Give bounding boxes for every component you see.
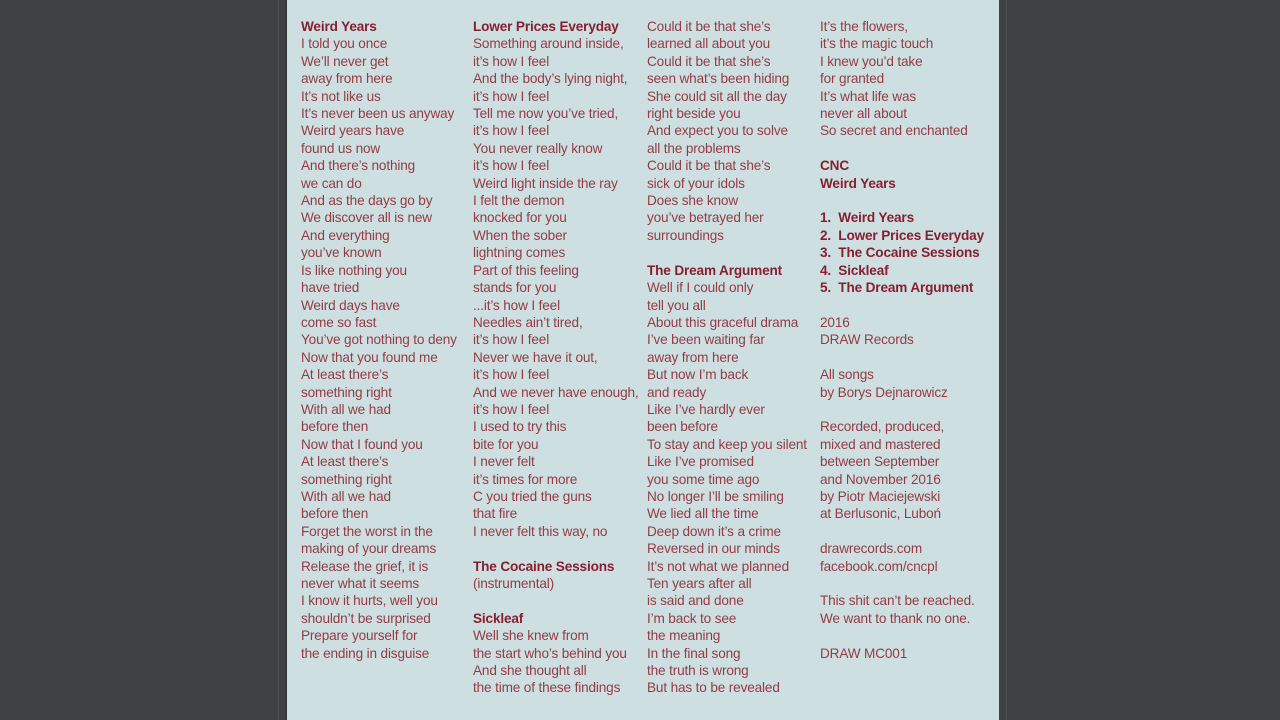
text-line: it’s how I feel [473,158,550,174]
text-line: I used to try this [473,419,567,435]
text-line: Something around inside, [473,36,624,52]
text-line: is said and done [647,593,744,609]
text-line: And we never have enough, [473,384,639,400]
lyrics-column-1 [301,18,457,662]
text-line: About this graceful drama [647,314,799,330]
text-line: Needles ain’t tired, [473,314,583,330]
text-line: before then [301,419,369,435]
text-line: away from here [647,349,739,365]
text-line: stands for you [473,280,557,296]
text-line: the truth is wrong [647,663,749,679]
text-line: But now I’m back [647,367,749,383]
text-line: With all we had [301,401,391,417]
heading-line: 1. Weird Years [820,210,914,226]
text-line: I’m back to see [647,610,737,626]
text-line: and November 2016 [820,471,941,487]
text-line: all the problems [647,140,741,156]
credits-column [820,18,984,662]
text-line: for granted [820,71,885,87]
text-line: I felt the demon [473,193,565,209]
text-line [820,575,984,592]
heading-line: Sickleaf [473,610,524,626]
heading-line: The Dream Argument [647,262,783,278]
text-line [647,244,807,261]
text-line: mixed and mastered [820,436,941,452]
text-line: it’s how I feel [473,123,550,139]
text-line: you some time ago [647,471,760,487]
heading-line: CNC [820,158,850,174]
text-line: Like I’ve hardly ever [647,401,765,417]
text-line: Could it be that she’s [647,158,771,174]
text-line: Recorded, produced, [820,419,945,435]
text-line: something right [301,384,392,400]
text-line: You’ve got nothing to deny [301,332,457,348]
text-line: Well if I could only [647,280,754,296]
text-line: Weird days have [301,297,400,313]
text-line: C you tried the guns [473,488,592,504]
text-line: we can do [301,175,362,191]
text-line: It’s not what we planned [647,558,790,574]
heading-line: Lower Prices Everyday [473,19,619,34]
heading-line: Weird Years [820,175,896,191]
text-line: It’s not like us [301,88,381,104]
text-line [820,401,984,418]
text-line [820,140,984,157]
text-line: We discover all is new [301,210,432,226]
text-line: And everything [301,227,390,243]
text-line: You never really know [473,140,603,156]
text-line: I know it hurts, well you [301,593,438,609]
text-line: right beside you [647,106,741,122]
text-line: never all about [820,106,907,122]
text-line: (instrumental) [473,576,554,591]
text-line: something right [301,471,392,487]
text-line: the meaning [647,628,721,644]
text-line [820,192,984,209]
text-line: you’ve known [301,245,382,261]
text-line: Now that I found you [301,436,423,452]
heading-line: Weird Years [301,19,377,34]
text-line: Release the grief, it is [301,558,429,574]
text-line: DRAW MC001 [820,645,908,661]
text-line: come so fast [301,314,377,330]
text-line: away from here [301,71,393,87]
text-line: In the final song [647,645,741,661]
text-line: No longer I’ll be smiling [647,488,784,504]
text-line: the ending in disguise [301,645,430,661]
text-line: bite for you [473,436,539,452]
lyrics-column-3 [647,18,807,697]
text-line: DRAW Records [820,332,914,348]
text-line: it’s how I feel [473,332,550,348]
text-line: sick of your idols [647,175,745,191]
text-line [820,349,984,366]
text-line: have tried [301,280,360,296]
text-line [820,523,984,540]
text-line: Weird light inside the ray [473,175,618,191]
text-line: Never we have it out, [473,349,598,365]
text-line: Is like nothing you [301,262,407,278]
text-line: Deep down it’s a crime [647,523,781,539]
text-line: it’s the magic touch [820,36,934,52]
text-line: All songs [820,367,874,383]
text-line: before then [301,506,369,522]
heading-line: The Cocaine Sessions [473,558,615,574]
text-line: it’s how I feel [473,367,550,383]
text-line: We want to thank no one. [820,610,971,626]
text-line: And the body’s lying night, [473,71,628,87]
text-line: it’s how I feel [473,88,550,104]
text-line: Ten years after all [647,576,752,591]
text-line: the time of these findings [473,680,621,696]
text-line: ...it’s how I feel [473,297,560,313]
text-line: With all we had [301,488,391,504]
text-line: drawrecords.com [820,541,922,557]
heading-line: 3. The Cocaine Sessions [820,245,980,261]
text-line: And as the days go by [301,193,433,209]
text-line: Now that you found me [301,349,438,365]
text-line: found us now [301,140,381,156]
text-line: never what it seems [301,576,420,591]
frame-edge-line-right [1006,0,1007,720]
text-line: But has to be revealed [647,680,780,696]
text-line: that fire [473,506,517,522]
text-line: It’s never been us anyway [301,106,455,122]
text-line: Part of this feeling [473,262,579,278]
text-line: She could sit all the day [647,88,787,104]
text-line: We lied all the time [647,506,759,522]
text-line: making of your dreams [301,541,437,557]
text-line: by Borys Dejnarowicz [820,384,948,400]
text-line: We’ll never get [301,53,389,69]
text-line: Tell me now you’ve tried, [473,106,619,122]
text-line [820,297,984,314]
text-line: This shit can’t be reached. [820,593,975,609]
text-line: it’s how I feel [473,401,550,417]
text-line: I knew you’d take [820,53,923,69]
text-line: Forget the worst in the [301,523,433,539]
text-line: When the sober [473,227,567,243]
text-line: Well she knew from [473,628,589,644]
text-line: It’s the flowers, [820,19,908,34]
text-line: Could it be that she’s [647,53,771,69]
heading-line: 5. The Dream Argument [820,280,974,296]
text-line: shouldn’t be surprised [301,610,431,626]
text-line: at Berlusonic, Luboń [820,506,941,522]
text-line: I told you once [301,36,388,52]
text-line: And she thought all [473,663,587,679]
text-line: To stay and keep you silent [647,436,807,452]
text-line: learned all about you [647,36,771,52]
text-line: seen what’s been hiding [647,71,790,87]
text-line: it’s how I feel [473,53,550,69]
text-line: So secret and enchanted [820,123,968,139]
text-line: Like I’ve promised [647,454,754,470]
text-line: by Piotr Maciejewski [820,488,941,504]
text-line: Prepare yourself for [301,628,418,644]
liner-notes-panel [285,0,999,720]
text-line: And expect you to solve [647,123,788,139]
heading-line: 2. Lower Prices Everyday [820,227,985,243]
text-line: it’s times for more [473,471,578,487]
text-line [473,540,639,557]
text-line: you’ve betrayed her [647,210,764,226]
text-line: between September [820,454,940,470]
text-line: It’s what life was [820,88,917,104]
text-line: been before [647,419,718,435]
text-line: facebook.com/cncpl [820,558,938,574]
text-line [820,627,984,644]
text-line: Reversed in our minds [647,541,780,557]
text-line: At least there’s [301,454,389,470]
text-line: surroundings [647,227,724,243]
text-line: the start who’s behind you [473,645,627,661]
frame-edge-line-left [278,0,279,720]
text-line: and ready [647,384,707,400]
text-line: Weird years have [301,123,405,139]
text-line [473,592,639,609]
text-line: knocked for you [473,210,567,226]
text-line: I never felt [473,454,535,470]
text-line: I’ve been waiting far [647,332,765,348]
text-line: tell you all [647,297,706,313]
text-line: Could it be that she’s [647,19,771,34]
text-line: I never felt this way, no [473,523,608,539]
text-line: lightning comes [473,245,566,261]
text-line: And there’s nothing [301,158,416,174]
lyrics-column-2 [473,18,639,697]
text-line: Does she know [647,193,738,209]
text-line: At least there’s [301,367,389,383]
heading-line: 4. Sickleaf [820,262,889,278]
text-line: 2016 [820,314,850,330]
